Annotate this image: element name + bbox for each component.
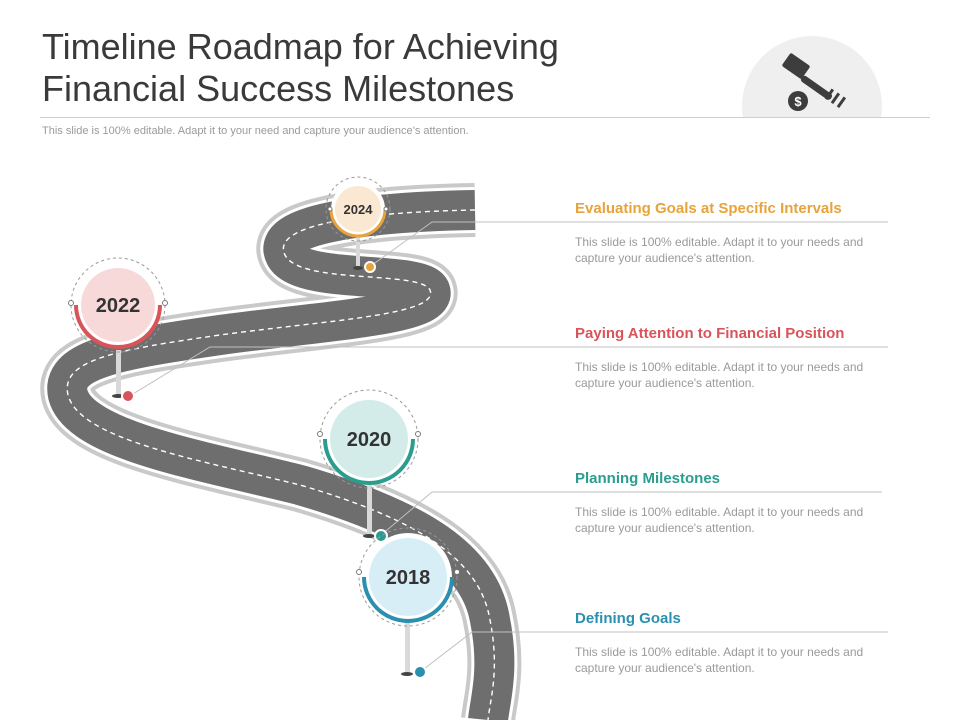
year-label-2022: 2022 [95, 295, 141, 317]
page-subtitle: This slide is 100% editable. Adapt it to your need and capture your audience’s attention. [42, 125, 469, 137]
svg-text:$: $ [794, 94, 802, 109]
milestone-title: Paying Attention to Financial Position [575, 325, 845, 342]
page-title: Timeline Roadmap for Achieving Financial Success Milestones [42, 26, 559, 109]
year-label-2024: 2024 [343, 202, 373, 217]
milestone-title: Evaluating Goals at Specific Intervals [575, 200, 842, 217]
milestone-title: Planning Milestones [575, 470, 721, 487]
milestone-description: This slide is 100% editable. Adapt it to your needs and capture your audience's attention. [575, 235, 864, 265]
milestone-description: This slide is 100% editable. Adapt it to your needs and capture your audience's attention. [575, 645, 864, 675]
milestone-title: Defining Goals [575, 610, 681, 627]
milestone-description: This slide is 100% editable. Adapt it to your needs and capture your audience's attention. [575, 505, 864, 535]
milestone-description: This slide is 100% editable. Adapt it to your needs and capture your audience's attention. [575, 360, 864, 390]
year-label-2018: 2018 [385, 567, 431, 589]
year-label-2020: 2020 [346, 429, 392, 451]
